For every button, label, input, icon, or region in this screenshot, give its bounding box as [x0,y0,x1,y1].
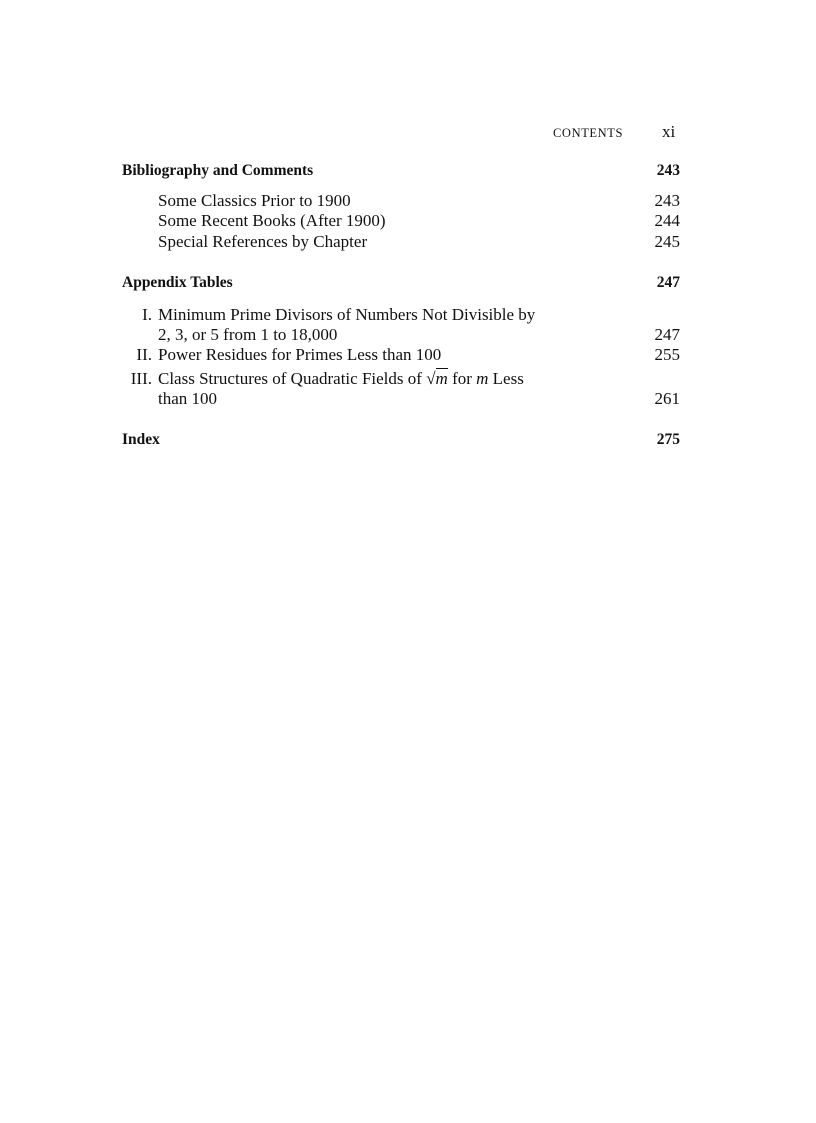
toc-entry-page: 243 [654,191,680,210]
running-header-label: CONTENTS [553,126,624,140]
page-folio: xi [662,122,676,141]
toc-entry-label-continuation: 2, 3, or 5 from 1 to 18,000 [158,325,338,344]
toc-entry-page: 244 [654,211,680,230]
toc-entry-label: Special References by Chapter [158,232,368,251]
toc-entry-label: Power Residues for Primes Less than 100 [158,345,442,364]
toc-entry-page: 245 [654,232,680,251]
radicand: m [435,369,448,388]
radical-bar [436,368,448,369]
section-page-bibliography: 243 [656,162,680,179]
variable: m [476,369,489,388]
section-page-appendix: 247 [656,274,680,291]
label-text: for [447,369,477,388]
toc-entry-label: Some Recent Books (After 1900) [158,211,386,230]
section-title-appendix: Appendix Tables [122,274,233,291]
toc-entry-label: Minimum Prime Divisors of Numbers Not Divisible by [158,305,536,324]
section-title-bibliography: Bibliography and Comments [122,162,314,179]
appendix-numeral: I. [142,305,152,324]
toc-entry-page: 255 [654,345,680,364]
appendix-numeral: II. [136,345,152,364]
radical-sign: √ [426,369,436,388]
appendix-numeral: III. [130,369,152,388]
toc-entry-page: 261 [654,389,680,408]
label-text: Less [488,369,524,388]
toc-entry-label-continuation: than 100 [158,389,218,408]
square-root-expression [426,370,448,387]
section-page-index: 275 [656,431,680,448]
label-text: Class Structures of Quadratic Fields of [158,369,427,388]
toc-entry-label: Some Classics Prior to 1900 [158,191,351,210]
toc-entry-label [158,370,524,387]
section-title-index: Index [122,431,160,448]
toc-entry-page: 247 [654,325,680,344]
